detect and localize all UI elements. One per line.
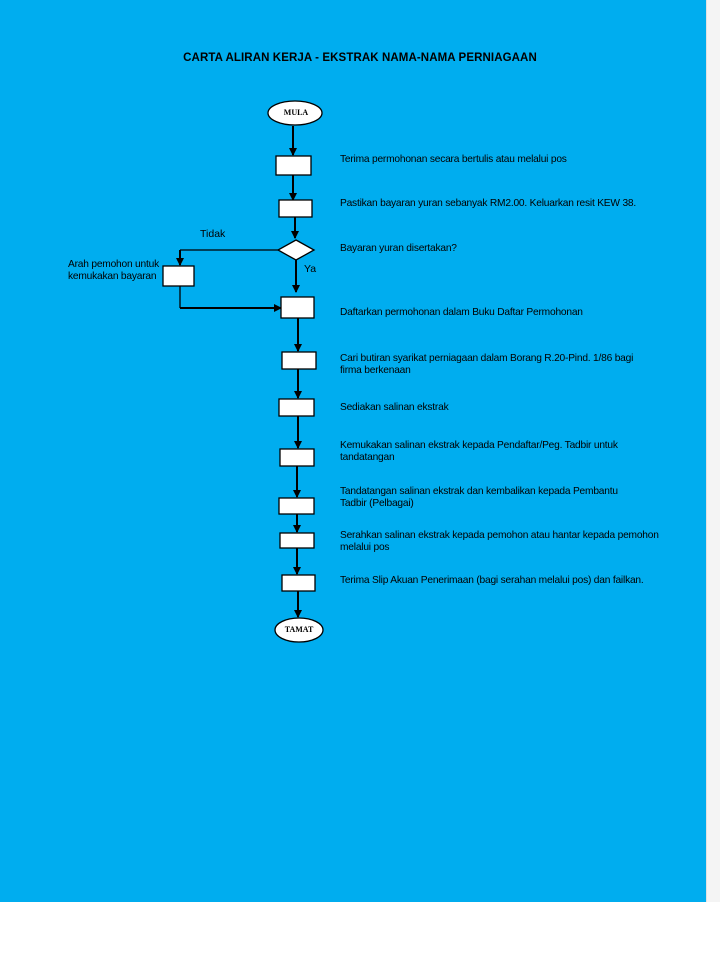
side-step-box [163,266,194,286]
step-text-3: Daftarkan permohonan dalam Buku Daftar Permohonan [340,307,583,318]
no-label: Tidak [200,228,226,240]
decision-text: Bayaran yuran disertakan? [340,243,457,254]
step-text-1: Terima permohonan secara bertulis atau melalui pos [340,154,567,165]
process-box-3 [281,297,314,318]
end-terminal-label: TAMAT [284,625,314,634]
step-text-9: Terima Slip Akuan Penerimaan (bagi serahan melalui pos) dan failkan. [340,575,644,586]
page-edge [706,0,720,902]
start-terminal-label: MULA [283,108,309,117]
step-text-2: Pastikan bayaran yuran sebanyak RM2.00. Keluarkan resit KEW 38. [340,198,637,209]
page-title: CARTA ALIRAN KERJA - EKSTRAK NAMA-NAMA PERNIAGAAN [183,52,537,64]
step-text-5: Sediakan salinan ekstrak [340,402,449,413]
step-text-6: Kemukakan salinan ekstrak kepada Pendaftar/Peg. Tadbir untuk tandatangan [340,440,618,463]
process-box-7 [279,498,314,514]
yes-label: Ya [304,263,317,275]
process-box-9 [282,575,315,591]
process-box-8 [280,533,314,548]
process-box-1 [276,156,311,175]
process-box-4 [282,352,316,369]
step-text-7: Tandatangan salinan ekstrak dan kembalikan kepada Pembantu Tadbir (Pelbagai) [340,486,618,509]
side-step-text: Arah pemohon untuk kemukakan bayaran [68,259,159,282]
step-text-8: Serahkan salinan ekstrak kepada pemohon atau hantar kepada pemohon melalui pos [340,530,659,553]
process-box-5 [279,399,314,416]
step-text-4: Cari butiran syarikat perniagaan dalam Borang R.20-Pind. 1/86 bagi firma berkenaan [340,353,634,376]
decision-diamond [278,240,314,260]
process-box-2 [279,200,312,217]
process-box-6 [280,449,314,466]
